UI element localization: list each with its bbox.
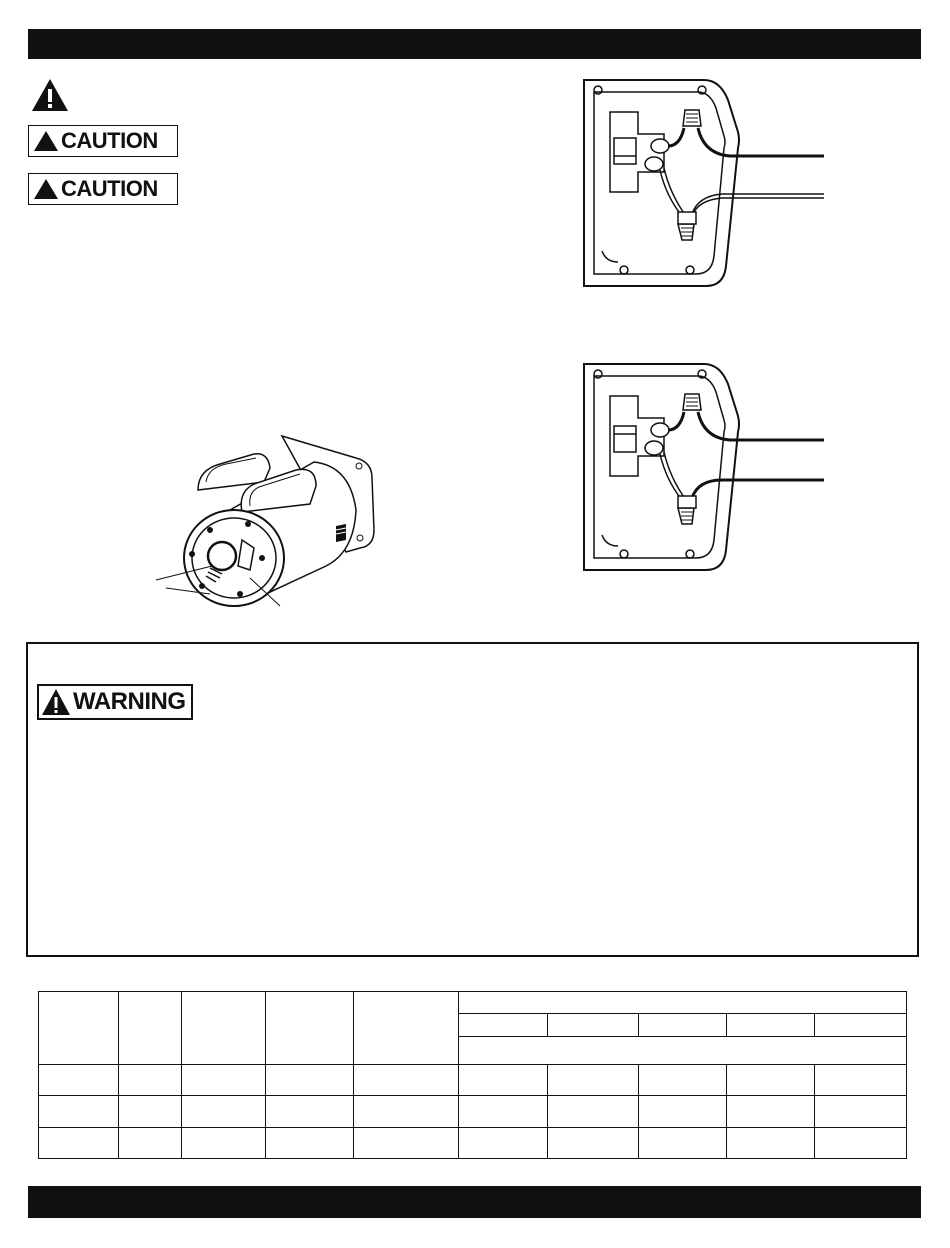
table-cell [639, 1127, 727, 1158]
table-row [39, 992, 907, 1014]
table-cell [548, 1096, 639, 1127]
header-bar [28, 29, 921, 59]
table-cell [354, 1064, 459, 1095]
wiring-diagram-120v [580, 76, 830, 290]
table-cell [182, 1064, 266, 1095]
table-cell [266, 1127, 354, 1158]
table-cell [727, 1127, 815, 1158]
table-cell [815, 1096, 907, 1127]
table-cell [639, 1064, 727, 1095]
table-cell [119, 1127, 182, 1158]
table-cell [459, 1014, 548, 1036]
table-cell [182, 1127, 266, 1158]
table-cell [727, 1096, 815, 1127]
table-cell [459, 1036, 907, 1064]
caution-triangle-icon [33, 130, 59, 152]
warning-triangle-icon [31, 78, 69, 112]
table-cell [548, 1127, 639, 1158]
table-cell [119, 1064, 182, 1095]
table-cell [727, 1014, 815, 1036]
caution-label: CAUTION [61, 128, 158, 153]
table-cell [815, 1064, 907, 1095]
table-cell [815, 1127, 907, 1158]
table-cell [548, 1064, 639, 1095]
spec-table [38, 991, 907, 1159]
warning-badge [37, 684, 193, 720]
table-cell [266, 1064, 354, 1095]
warning-label: WARNING [73, 688, 186, 715]
caution-badge [28, 125, 178, 157]
warning-triangle-icon [41, 688, 71, 716]
motor-illustration [150, 430, 390, 616]
footer-bar [28, 1186, 921, 1218]
table-cell [459, 992, 907, 1014]
table-cell [39, 1096, 119, 1127]
table-row [39, 1096, 907, 1127]
table-cell [119, 1096, 182, 1127]
table-cell [354, 1096, 459, 1127]
table-cell [459, 1064, 548, 1095]
table-cell [266, 1096, 354, 1127]
caution-triangle-icon [33, 178, 59, 200]
caution-badge [28, 173, 178, 205]
table-cell [182, 1096, 266, 1127]
table-cell [182, 992, 266, 1065]
table-cell [459, 1096, 548, 1127]
table-cell [548, 1014, 639, 1036]
table-cell [39, 992, 119, 1065]
table-cell [459, 1127, 548, 1158]
table-cell [727, 1064, 815, 1095]
caution-label: CAUTION [61, 176, 158, 201]
table-cell [39, 1127, 119, 1158]
table-cell [266, 992, 354, 1065]
table-cell [39, 1064, 119, 1095]
table-cell [815, 1014, 907, 1036]
wiring-diagram-240v [580, 360, 830, 574]
table-cell [354, 992, 459, 1065]
table-row [39, 1127, 907, 1158]
table-cell [119, 992, 182, 1065]
table-cell [639, 1014, 727, 1036]
table-cell [354, 1127, 459, 1158]
table-row [39, 1064, 907, 1095]
table-cell [639, 1096, 727, 1127]
